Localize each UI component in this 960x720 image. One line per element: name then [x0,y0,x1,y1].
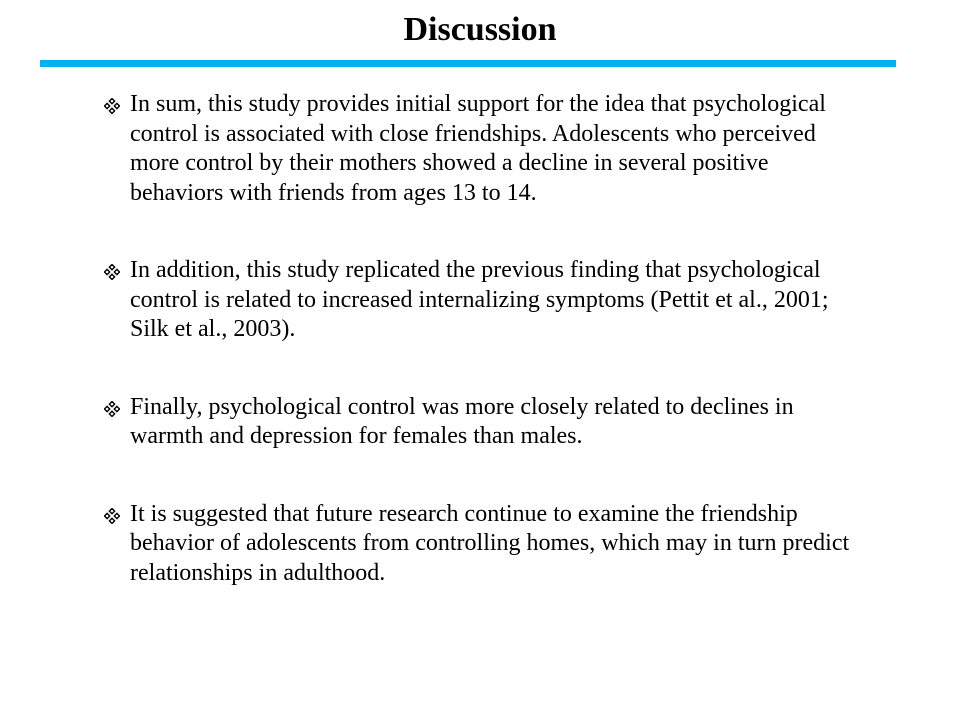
bullet-text: Finally, psychological control was more closely related to declines in warmth and depression for females than males. [130,393,794,449]
bullet-item [104,256,864,345]
bullet-text: It is suggested that future research continue to examine the friendship behavior of adolescents from controlling homes, which may in turn predict relationships in adulthood. [130,500,850,586]
four-diamond-bullet-icon [104,508,120,524]
bullet-list [104,90,864,588]
four-diamond-bullet-icon [104,401,120,417]
four-diamond-bullet-icon [104,264,120,280]
bullet-item [104,90,864,208]
bullet-item [104,500,864,589]
slide-title: Discussion [403,11,557,48]
title-underline-rule [40,60,896,67]
four-diamond-bullet-icon [104,98,120,114]
bullet-text: In sum, this study provides initial support for the idea that psychological control is associated with close friendships. Adolescents who perceived more control by their mothers showed a decline in several positive behaviors with friends from ages 13 to 14. [130,91,826,206]
bullet-text: In addition, this study replicated the previous finding that psychological control is related to increased internalizing symptoms (Pettit et al., 2001; Silk et al., 2003). [130,257,829,342]
bullet-item [104,393,864,452]
